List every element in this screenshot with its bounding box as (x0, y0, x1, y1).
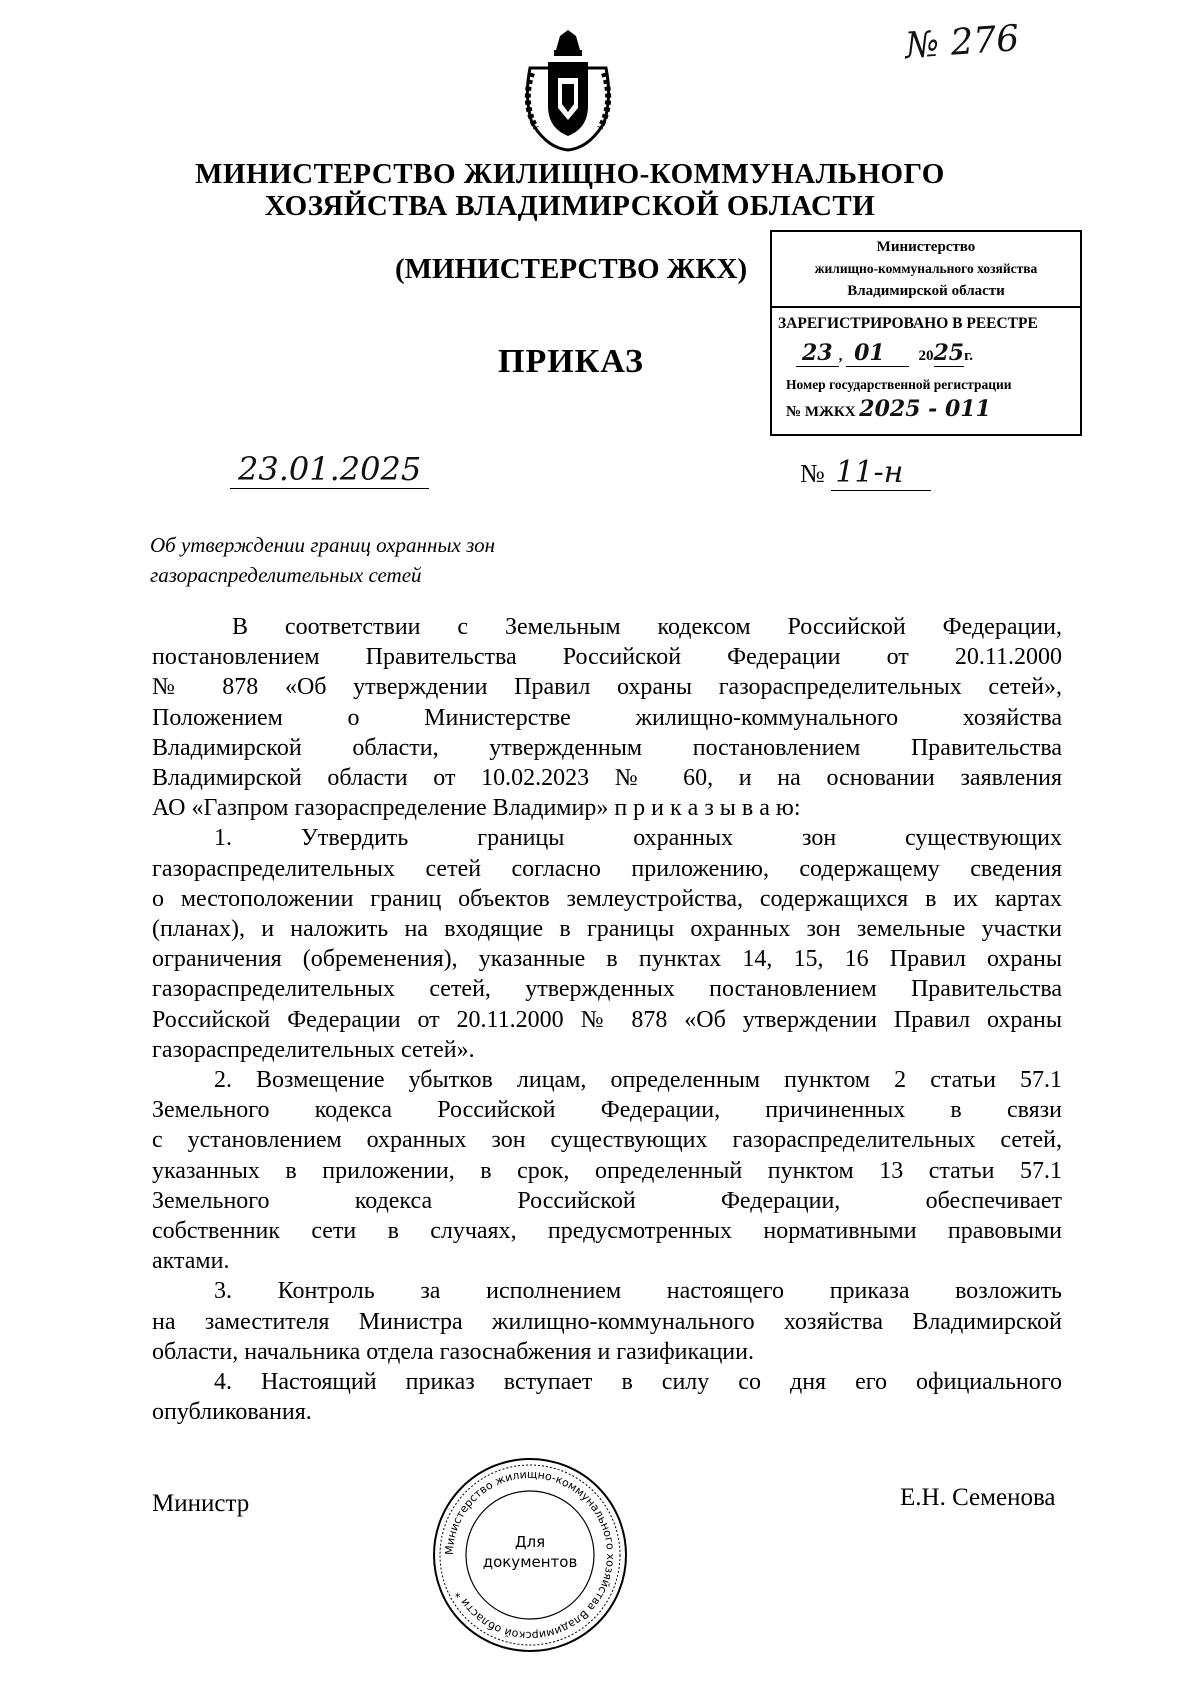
body-line: газораспределительных сетей». (152, 1036, 475, 1063)
body-line: газораспределительных сетей согласно приложению, содержащему сведения (152, 855, 1062, 882)
body-line: Положением о Министерстве жилищно-коммунального хозяйства (152, 704, 1062, 731)
order-number-value: 11-н (831, 455, 931, 491)
stamp-org3: Владимирской области (847, 283, 1005, 299)
body-line: 1. Утвердить границы охранных зон существующих (214, 825, 1062, 852)
body-line: Владимирской области от 10.02.2023 № 60, и на основании заявления (152, 765, 1062, 792)
body-line: ограничения (обременения), указанные в пунктах 14, 15, 16 Правил охраны (152, 946, 1062, 973)
stamp-num-value: 2025 - 011 (859, 396, 991, 422)
stamp-registered: ЗАРЕГИСТРИРОВАНО В РЕЕСТРЕ (778, 315, 1038, 332)
ministry-name-line1: МИНИСТЕРСТВО ЖИЛИЩНО-КОММУНАЛЬНОГО (195, 158, 945, 190)
seal-center2: документов (482, 1553, 578, 1571)
body-line: Земельного кодекса Российской Федерации, обеспечивает (152, 1187, 1062, 1214)
order-date: 23.01.2025 (230, 450, 429, 489)
order-number-label: № (800, 459, 825, 488)
body-line: 4. Настоящий приказ вступает в силу со дня его официального (214, 1369, 1062, 1396)
signatory-name: Е.Н. Семенова (900, 1484, 1056, 1511)
stamp-month: 01 (846, 340, 909, 367)
body-line: о местоположении границ объектов землеустройства, содержащихся в их картах (152, 885, 1062, 912)
stamp-reg-label: Номер государственной регистрации (786, 377, 1012, 392)
stamp-year-label: г. (964, 348, 973, 364)
subject-line: Об утверждении границ охранных зон (150, 533, 496, 557)
body-line: опубликования. (152, 1399, 312, 1426)
handwritten-number: № 276 (903, 18, 1021, 67)
official-seal (430, 1455, 630, 1655)
order-number (800, 455, 931, 490)
body-line: (планах), и наложить на входящие в границы охранных зон земельные участки (152, 916, 1062, 943)
body-line: на заместителя Министра жилищно-коммунального хозяйства Владимирской (152, 1308, 1062, 1335)
stamp-org1: Министерство (876, 239, 976, 255)
ministry-name-line2: ХОЗЯЙСТВА ВЛАДИМИРСКОЙ ОБЛАСТИ (264, 190, 876, 222)
body-line: АО «Газпром газораспределение Владимир» п р и к а з ы в а ю: (152, 795, 801, 822)
order-subject (150, 530, 495, 590)
seal-ring-text: Министерство жилищно-коммунального хозяйства Владимирской области * (442, 1467, 618, 1643)
stamp-num-prefix: № МЖКХ (786, 404, 856, 420)
stamp-year-suffix: 25 (933, 340, 965, 366)
body-line: 2. Возмещение убытков лицам, определенным пунктом 2 статьи 57.1 (214, 1067, 1062, 1094)
body-line: Земельного кодекса Российской Федерации, причиненных в связи (152, 1097, 1062, 1124)
body-line: Владимирской области, утвержденным постановлением Правительства (152, 734, 1062, 761)
coat-of-arms-emblem (522, 28, 614, 153)
body-line: 3. Контроль за исполнением настоящего приказа возложить (214, 1278, 1062, 1305)
body-line: указанных в приложении, в срок, определенный пунктом 13 статьи 57.1 (152, 1157, 1062, 1184)
stamp-day: 23 (796, 340, 839, 367)
body-line: собственник сети в случаях, предусмотренных нормативными правовыми (152, 1218, 1062, 1245)
body-line: области, начальника отдела газоснабжения и газификации. (152, 1338, 754, 1365)
stamp-org2: жилищно-коммунального хозяйства (814, 261, 1038, 276)
registration-stamp: Министерство жилищно-коммунального хозяйства Владимирской области ЗАРЕГИСТРИРОВАНО В РЕЕСТРЕ 23 , 01 2025г. Номер государственной регистрации № МЖКХ 2025 - 011 (770, 230, 1082, 436)
signatory-position: Министр (152, 1490, 250, 1517)
body-line: Российской Федерации от 20.11.2000 № 878 «Об утверждении Правил охраны (152, 1006, 1062, 1033)
body-line: постановлением Правительства Российской Федерации от 20.11.2000 (152, 644, 1062, 671)
subject-line: газораспределительных сетей (150, 563, 422, 587)
body-line: В соответствии с Земельным кодексом Российской Федерации, (232, 614, 1062, 640)
body-line: с установлением охранных зон существующих газораспределительных сетей, (152, 1127, 1062, 1154)
body-line: газораспределительных сетей, утвержденных постановлением Правительства (152, 976, 1062, 1003)
ministry-short-name: (МИНИСТЕРСТВО ЖКХ) (395, 253, 748, 285)
stamp-year-prefix: 20 (918, 348, 934, 364)
seal-center1: Для (514, 1533, 546, 1551)
body-line: актами. (152, 1248, 230, 1275)
order-body (152, 612, 1062, 1427)
document-type: ПРИКАЗ (498, 343, 644, 380)
body-line: № 878 «Об утверждении Правил охраны газораспределительных сетей», (152, 674, 1062, 701)
